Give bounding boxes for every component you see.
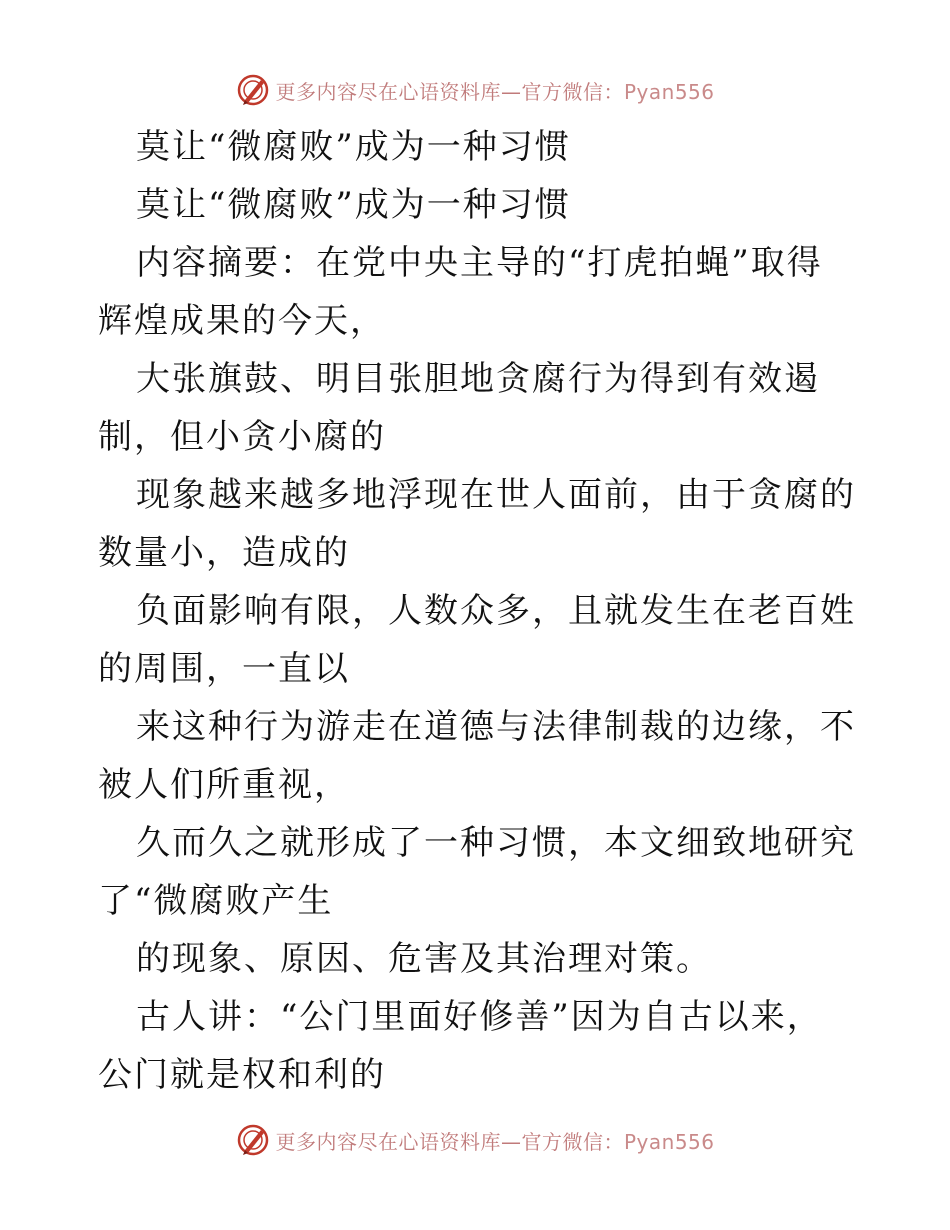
body-paragraph: 大张旗鼓、明目张胆地贪腐行为得到有效遏制，但小贪小腐的	[98, 359, 820, 457]
footer-watermark	[0, 1120, 950, 1160]
body-paragraph: 内容摘要：在党中央主导的“打虎拍蝇”取得辉煌成果的今天，	[98, 243, 823, 341]
watermark-wechat-id: Pyan556	[623, 79, 715, 104]
body-paragraph: 现象越来越多地浮现在世人面前，由于贪腐的数量小，造成的	[98, 475, 856, 573]
body-paragraph: 久而久之就形成了一种习惯，本文细致地研究了“微腐败产生	[98, 823, 856, 921]
document-title: 莫让“微腐败”成为一种习惯	[136, 127, 571, 167]
body-paragraph: 古人讲：“公门里面好修善”因为自古以来，公门就是权和利的	[98, 997, 823, 1095]
watermark-text: 更多内容尽在心语资料库—官方微信：Pyan556	[275, 79, 715, 104]
pen-logo-icon	[235, 1122, 271, 1158]
body-paragraph: 来这种行为游走在道德与法律制裁的边缘，不被人们所重视，	[98, 707, 856, 805]
pen-logo-icon	[235, 72, 271, 108]
body-paragraph: 的现象、原因、危害及其治理对策。	[136, 939, 712, 979]
watermark-wechat-id: Pyan556	[623, 1129, 715, 1154]
document-title-repeat: 莫让“微腐败”成为一种习惯	[136, 185, 571, 225]
watermark-text: 更多内容尽在心语资料库—官方微信：Pyan556	[275, 1129, 715, 1154]
header-watermark	[0, 70, 950, 110]
body-paragraph: 负面影响有限，人数众多，且就发生在老百姓的周围，一直以	[98, 591, 856, 689]
document-body	[98, 118, 858, 1104]
